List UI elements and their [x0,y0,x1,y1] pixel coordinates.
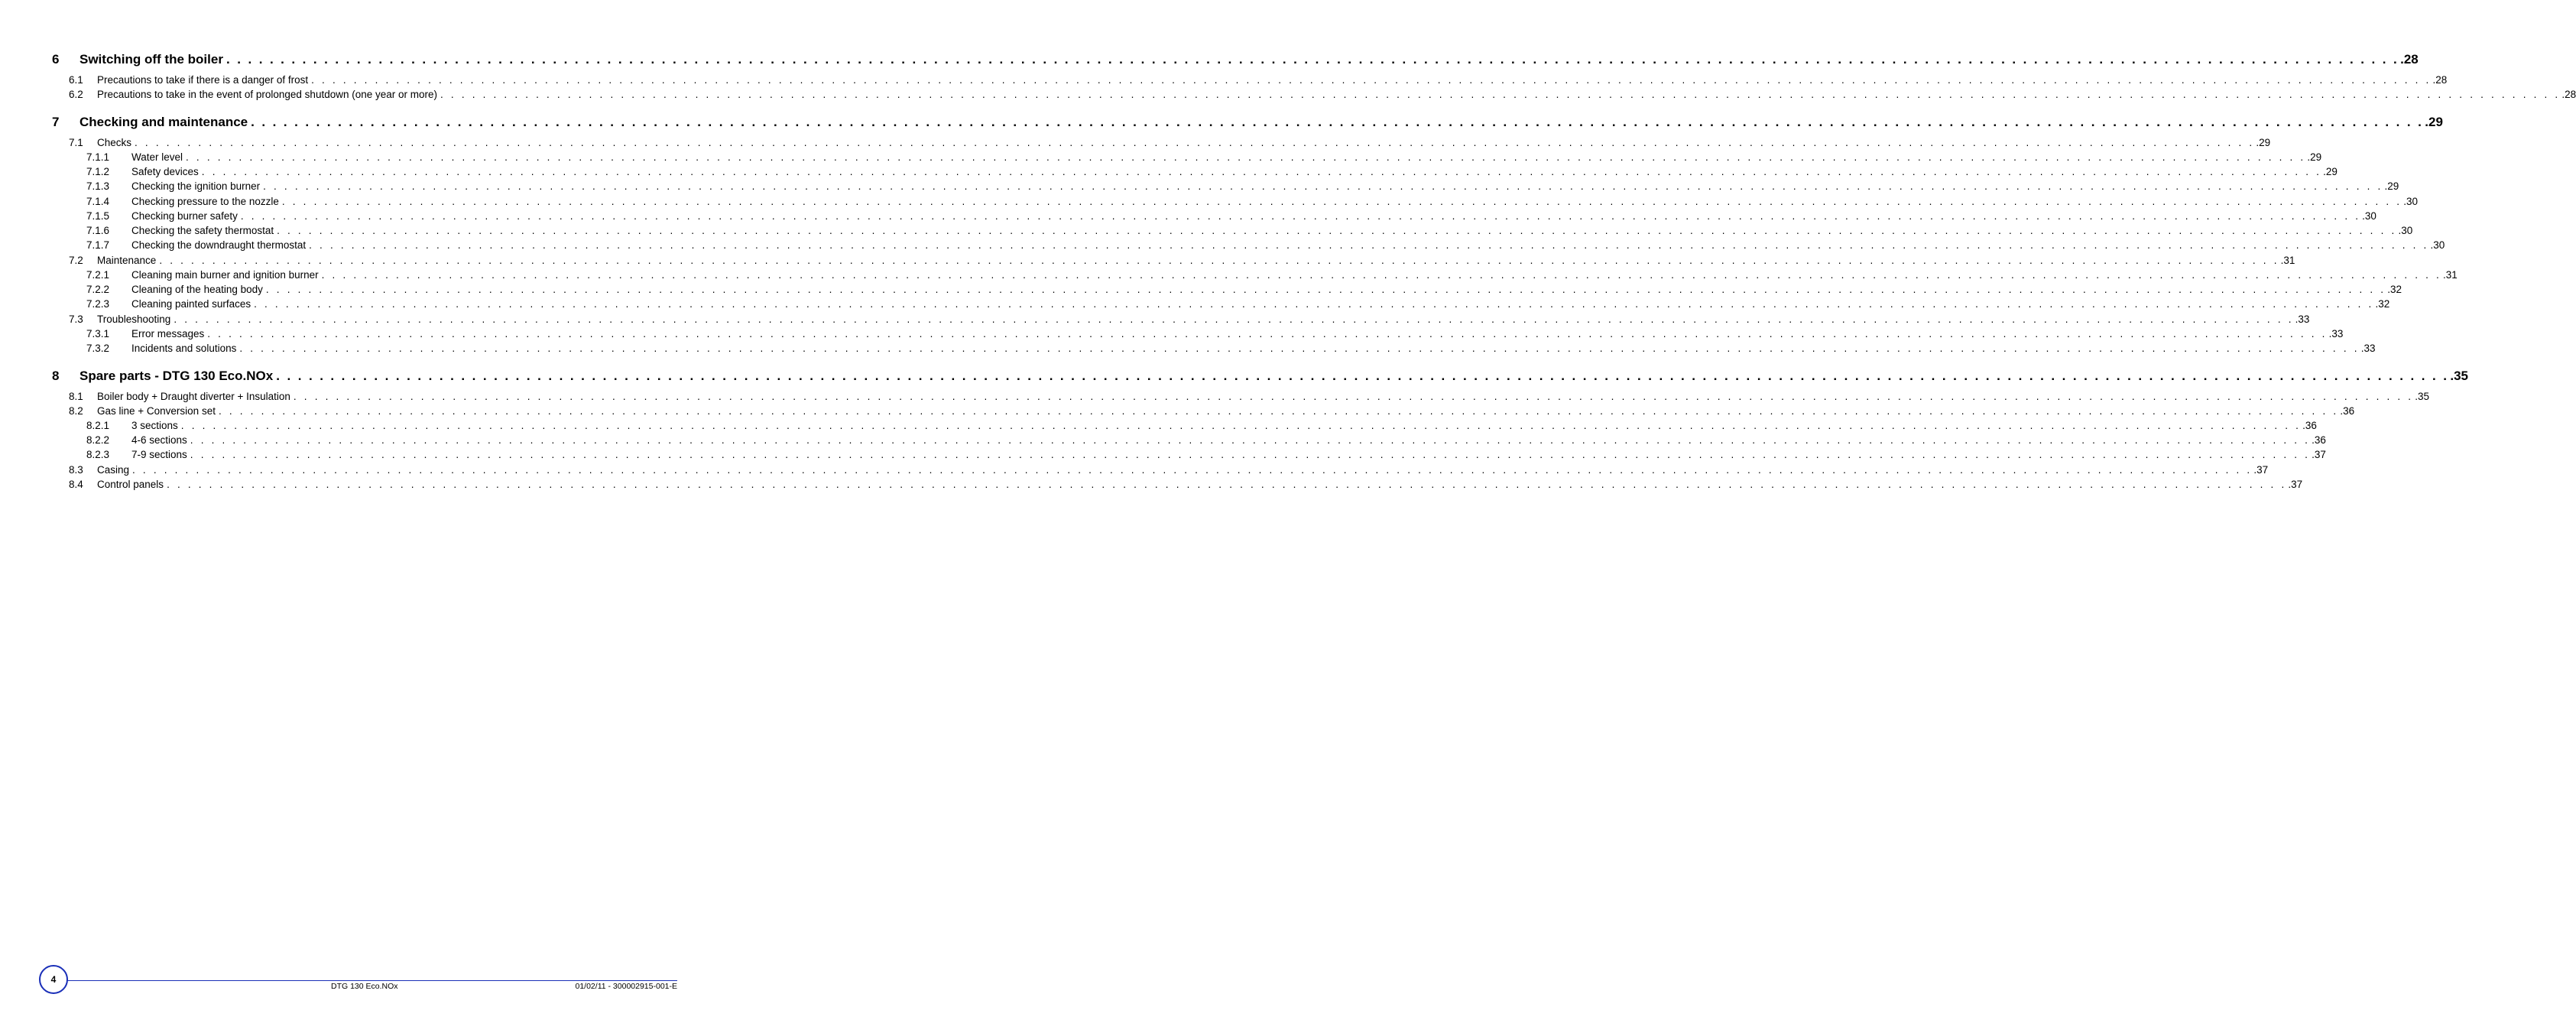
toc-entry-title: Checking the ignition burner [131,180,261,192]
toc-entry-level-3[interactable] [52,343,2376,356]
toc-entry-title: Safety devices [131,166,199,177]
toc-dot-leader: . . . . . . . . . . . . . . . . . . . . . . . . . . . . . . . . . . . . . . . . . . . . . . . . . . . . . . . . . . . . . . . . . . . . . . . . . . . . . . . . . . . . . . . . . . . . . . . . . . . . . . . . . . . . . . . . . . . . . . . . . . . . . . . . . . . . . . . . . . . . . . . . . . . . . . . . . . . . . . . . . . . . . . . . . . . . . . . . . . . . . . . . . . . . . . . . . . . . . . . . [239,343,2360,354]
toc-dot-leader: . . . . . . . . . . . . . . . . . . . . . . . . . . . . . . . . . . . . . . . . . . . . . . . . . . . . . . . . . . . . . . . . . . . . . . . . . . . . . . . . . . . . . . . . . . . . . . . . . . . . . . . . . . . . . . . . . . . . . . . . . . . . . . . . . . . . . . . . . . . . . . . . . . . . . . . . . . . . . . . . . . . . . . . . . . . . . . . . . . . . . . . . . . . . . . . . . . . . . . . . [281,196,2402,207]
toc-dot-leader: . . . . . . . . . . . . . . . . . . . . . . . . . . . . . . . . . . . . . . . . . . . . . . . . . . . . . . . . . . . . . . . . . . . . . . . . . . . . . . . . . . . . . . . . . . . . . . . . . . . . . . . . . . . . . . . . . . . . . . . . . . . . . . . . . . . . . . . . . . . . . . . . . . . . . . . . . . . . . . . . . . . . . . . . . . . . . . . . . . . . . . . . . . . . . . . . . . . . . . . . [135,137,2255,148]
toc-entry-title: Precautions to take if there is a danger of frost [97,74,309,86]
toc-dot-leader: . . . . . . . . . . . . . . . . . . . . . . . . . . . . . . . . . . . . . . . . . . . . . . . . . . . . . . . . . . . . . . . . . . . . . . . . . . . . . . . . . . . . . . . . . . . . . . . . . . . . . . . . . . . . . . . . . . . . . . . . . . . . . . . . . . . . . . . . . . . . . . . . . . . . . . . . . . . . . . . . . . . . . . . . . . . . . . . . . . . . . . . . . . . . . . . . . . . . . . . . [174,313,2294,325]
toc-entry-page: .30 [2362,210,2376,222]
toc-entry-number: 6.2 [69,89,83,100]
toc-entry-level-2[interactable] [52,255,2295,268]
toc-entry-number: 7.1.6 [86,225,110,236]
toc-entry-title: Error messages [131,328,205,339]
toc-entry-number: 8.4 [69,479,83,490]
toc-entry-level-3[interactable] [52,420,2317,434]
toc-entry-number: 7.1.1 [86,151,110,163]
toc-entry-title: Water level [131,151,183,163]
toc-entry-title: Switching off the boiler [79,52,223,67]
toc-entry-number: 7.2.2 [86,284,110,295]
toc-entry-title: 7-9 sections [131,449,187,460]
toc-dot-leader: . . . . . . . . . . . . . . . . . . . . . . . . . . . . . . . . . . . . . . . . . . . . . . . . . . . . . . . . . . . . . . . . . . . . . . . . . . . . . . . . . . . . . . . . . . . . . . . . . . . . . . . . . . . . . . . . . . . . . . . . . . . . . . . . . . . . . . . . . . . . . . . . . . . . . . . . . . . . . . . . . . . . . . . . . . . . . . . . . . . . . . . . . . . . . . . . . . . . . . . . [201,166,2322,177]
toc-entry-page: .29 [2323,166,2338,177]
footer-reference: 01/02/11 - 300002915-001-E [575,982,677,991]
toc-entry-number: 8.3 [69,464,83,476]
toc-entry-level-1[interactable] [52,369,2468,385]
toc-entry-page: .28 [2400,52,2419,67]
toc-entry-number: 8.2 [69,405,83,417]
toc-entry-level-2[interactable] [52,464,2269,478]
toc-entry-page: .30 [2430,239,2445,251]
toc-entry-page: .37 [2288,479,2303,490]
toc-entry-number: 7.1 [69,137,83,148]
toc-entry-page: .29 [2425,115,2443,129]
toc-entry-level-3[interactable] [52,196,2418,210]
toc-entry-title: Checking the downdraught thermostat [131,239,307,251]
toc-dot-leader: . . . . . . . . . . . . . . . . . . . . . . . . . . . . . . . . . . . . . . . . . . . . . . . . . . . . . . . . . . . . . . . . . . . . . . . . . . . . . . . . . . . . . . . . . . . . . . . . . . . . . . . . . . . . . . . . . . . . . . . . . . . . . . . . . . . . . . . . . . . . . . . . . . . . . . . . . . . . . . . . . . . . . . . . . . . . . . . . . . . . . . . . . . . . . . . . . . . . . . . . [440,89,2561,100]
toc-entry-number: 8.1 [69,391,83,402]
toc-dot-leader: . . . . . . . . . . . . . . . . . . . . . . . . . . . . . . . . . . . . . . . . . . . . . . . . . . . . . . . . . . . . . . . . . . . . . . . . . . . . . . . . . . . . . . . . . . . . . . . . . . . . . . . . . . . . . . . . . . . . . . . . . . . . . . . . . . . . . . . . . . . . . . . . . . . . . . . . . . . . . . . . . . . . . . . . . . . . . . . . . . . . . . . . . . . . . . . . . . . . . . . . [180,420,2302,431]
toc-entry-level-3[interactable] [52,210,2376,224]
toc-entry-number: 7.2 [69,255,83,266]
toc-entry-level-3[interactable] [52,434,2326,448]
toc-entry-level-2[interactable] [52,479,2303,492]
toc-entry-title: Incidents and solutions [131,343,237,354]
toc-dot-leader: . . . . . . . . . . . . . . . . . . . . . . . . . . . . . . . . . . . . . . . . . . . . . . . . . . . . . . . . . . . . . . . . . . . . . . . . . . . . . . . . . . . . . . . . . . . . . . . . . . . . . . . . . . . . . . . . . . . . . . . . . . . . . . . . . . . . . . . . . . . . . . . . . . . . . . . . . . . . . . . . . . . . . . . . . . . . . . . . . . . . . . . . . . . . . . . . . . . . . . . . [254,298,2374,310]
toc-entry-number: 7.3.1 [86,328,110,339]
toc-entry-number: 7.1.7 [86,239,110,251]
toc-entry-page: .36 [2340,405,2355,417]
toc-entry-page: .36 [2312,434,2326,446]
toc-entry-number: 8.2.2 [86,434,110,446]
page-number-badge: 4 [39,965,68,994]
toc-entry-level-3[interactable] [52,449,2326,463]
toc-entry-level-2[interactable] [52,313,2310,327]
toc-entry-level-1[interactable] [52,52,2419,69]
toc-entry-number: 7.3 [69,313,83,325]
toc-entry-title: Cleaning painted surfaces [131,298,251,310]
toc-dot-leader: . . . . . . . . . . . . . . . . . . . . . . . . . . . . . . . . . . . . . . . . . . . . . . . . . . . . . . . . . . . . . . . . . . . . . . . . . . . . . . . . . . . . . . . . . . . . . . . . . . . . . . . . . . . . . . . . . . . . . . . . . . . . . . . . . . . . . . . . . . . . . . . . . . . . . . . . . . . . . . . . . . . . . . . . . . . . . . . . . . . . . . . . . . . . . . . . . . . . . . . . [240,210,2361,222]
toc-entry-title: Gas line + Conversion set [97,405,216,417]
toc-entry-title: Boiler body + Draught diverter + Insulation [97,391,290,402]
toc-entry-page: .31 [2280,255,2295,266]
toc-entry-number: 7.1.2 [86,166,110,177]
toc-dot-leader: . . . . . . . . . . . . . . . . . . . . . . . . . . . . . . . . . . . . . . . . . . . . . . . . . . . . . . . . . . . . . . . . . . . . . . . . . . . . . . . . . . . . . . . . . . . . . . . . . . . . . . . . . . . . . . . . . . . . . . . . . . . . . . . . . . . . . . . . . . . . . . . . . . . . . . . . . . . . . . . . . . . . . . . . . . . . . . . . . . . . . . . . . . . . . . . . . . . . . . . . [311,74,2432,86]
toc-entry-number: 7.1.5 [86,210,110,222]
toc-entry-level-1[interactable] [52,115,2443,132]
toc-entry-level-2[interactable] [52,89,2576,102]
toc-dot-leader: . . . . . . . . . . . . . . . . . . . . . . . . . . . . . . . . . . . . . . . . . . . . . . . . . . . . . . . . . . . . . . . . . . . . . . . . . . . . . . . . . . . . . . . . . . . . . . . . . . . . . . . . . . . . . . . . . . . . . . . . . . . . . . . . . . . . . . . . . . . . . . . . . . . . . . . . . . . . . . . . . . . . . . . . . . . . . . . . . . . . . . . . . . . . . . . . . . . . . . . . [293,391,2414,402]
toc-entry-page: .30 [2403,196,2418,207]
toc-entry-number: 8.2.3 [86,449,110,460]
toc-entry-level-3[interactable] [52,180,2399,194]
toc-entry-number: 7.1.4 [86,196,110,207]
toc-entry-page: .30 [2398,225,2413,236]
toc-entry-title: Spare parts - DTG 130 Eco.NOx [79,369,274,383]
toc-entry-page: .35 [2450,369,2468,383]
toc-entry-title: Checking the safety thermostat [131,225,274,236]
toc-entry-page: .33 [2360,343,2376,354]
toc-entry-number: 7.1.3 [86,180,110,192]
toc-dot-leader: . . . . . . . . . . . . . . . . . . . . . . . . . . . . . . . . . . . . . . . . . . . . . . . . . . . . . . . . . . . . . . . . . . . . . . . . . . . . . . . . . . . . . . . . . . . . . . . . . . . . . . . . . . . . . . . . . . . . . . . . . . . . . . . . . . . . . . . . . . . . . . . . . . . . . . . . . . . . . . . . . . . . . . . . . . . . . . . . . . . . . . . . . . . . . . . . . . . . . . . . [207,328,2328,339]
toc-entry-level-3[interactable] [52,269,2458,283]
toc-entry-level-3[interactable] [52,298,2390,312]
toc-entry-title: Maintenance [97,255,157,266]
toc-entry-number: 6.1 [69,74,83,86]
toc-entry-title: Casing [97,464,130,476]
toc-entry-number: 8 [52,369,60,383]
toc-entry-page: .37 [2312,449,2326,460]
toc-entry-number: 8.2.1 [86,420,110,431]
toc-entry-level-3[interactable] [52,328,2344,342]
toc-entry-number: 7.3.2 [86,343,110,354]
toc-entry-page: .29 [2307,151,2322,163]
toc-entry-page: .32 [2375,298,2390,310]
toc-entry-level-3[interactable] [52,239,2445,253]
toc-entry-page: .31 [2443,269,2458,281]
toc-entry-level-2[interactable] [52,391,2430,404]
toc-dot-leader: . . . . . . . . . . . . . . . . . . . . . . . . . . . . . . . . . . . . . . . . . . . . . . . . . . . . . . . . . . . . . . . . . . . . . . . . . . . . . . . . . . . . . . . . . . . . . . . . . . . . . . . . . . . . . . . . . . . . . . . . . . . . . . . . . . . . . . . . . . . . . . . . . . . . . . . . . . . . . . . . . . . . . . . . . . . . . . . . . . . . . . . . . . . . . . . . . . . . . . . . [190,434,2311,446]
toc-entry-page: .29 [2256,137,2271,148]
toc-entry-page: .33 [2295,313,2310,325]
toc-dot-leader: . . . . . . . . . . . . . . . . . . . . . . . . . . . . . . . . . . . . . . . . . . . . . . . . . . . . . . . . . . . . . . . . . . . . . . . . . . . . . . . . . . . . . . . . . . . . . . . . . . . . . . . . . . . . . . . . . . . . . . . . . . . . . . . . . . . . . . . . . . . . . . . . . . . . . . . . . . . . . . . . . . . . . . . . . . . . . . . . . . . . . . . . . . . . . . . . . . . . . . . . [159,255,2279,266]
toc-entry-page: .28 [2432,74,2448,86]
toc-entry-number: 6 [52,52,60,67]
toc-entry-page: .33 [2328,328,2344,339]
toc-entry-title: Checking burner safety [131,210,238,222]
toc-entry-page: .29 [2384,180,2399,192]
toc-dot-leader: . . . . . . . . . . . . . . . . . . . . . . . . . . . . . . . . . . . . . . . . . . . . . . . . . . . . . . . . . . . . . . . . . . . . . . . . . . . . . . . . . . . . . . . . . . . . . . . . . . . . . . . . . . . . . . . . . . . . . . . . . . . . . . . . . . . . . . . . . . . . . . . . . . . . . . . . . . . . . . . . . . . . . . . . . . . . . . . . . . . . . . . . . . . . . . . . . . . . . . . . [190,449,2311,460]
toc-dot-leader: . . . . . . . . . . . . . . . . . . . . . . . . . . . . . . . . . . . . . . . . . . . . . . . . . . . . . . . . . . . . . . . . . . . . . . . . . . . . . . . . . . . . . . . . . . . . . . . . . . . . . . . . . . . . . . . . . . . . . . . . . . . . . . . . . . . . . . . . . . . . . . . . . . . . . . . . . . . . . . . . . . . . . . . . . . . . . . . . . . . . . . . . . . . . . . . . . . . . . . . . [225,52,2399,67]
toc-entry-title: 4-6 sections [131,434,187,446]
toc-entry-number: 7.2.3 [86,298,110,310]
toc-dot-leader: . . . . . . . . . . . . . . . . . . . . . . . . . . . . . . . . . . . . . . . . . . . . . . . . . . . . . . . . . . . . . . . . . . . . . . . . . . . . . . . . . . . . . . . . . . . . . . . . . . . . . . . . . . . . . . . . . . . . . . . . . . . . . . . . . . . . . . . . . . . . . . . . . . . . . . . . . . . . . . . . . . . . . . . . . . . . . . . . . . . . . . . . . . . . . . . . . . . . . . . . [265,284,2386,295]
toc-dot-leader: . . . . . . . . . . . . . . . . . . . . . . . . . . . . . . . . . . . . . . . . . . . . . . . . . . . . . . . . . . . . . . . . . . . . . . . . . . . . . . . . . . . . . . . . . . . . . . . . . . . . . . . . . . . . . . . . . . . . . . . . . . . . . . . . . . . . . . . . . . . . . . . . . . . . . . . . . . . . . . . . . . . . . . . . . . . . . . . . . . . . . . . . . . . . . . . . . . . . . . . . [167,479,2287,490]
toc-entry-title: Troubleshooting [97,313,171,325]
toc-dot-leader: . . . . . . . . . . . . . . . . . . . . . . . . . . . . . . . . . . . . . . . . . . . . . . . . . . . . . . . . . . . . . . . . . . . . . . . . . . . . . . . . . . . . . . . . . . . . . . . . . . . . . . . . . . . . . . . . . . . . . . . . . . . . . . . . . . . . . . . . . . . . . . . . . . . . . . . . . . . . . . . . . . . . . . . . . . . . . . . . . . . . . . . . . . . . . . . . . . . . . . . . [321,269,2441,281]
toc-entry-level-3[interactable] [52,151,2322,165]
toc-entry-page: .32 [2387,284,2402,295]
toc-entry-page: .37 [2253,464,2269,476]
toc-entry-level-2[interactable] [52,137,2271,151]
toc-entry-number: 7 [52,115,60,129]
toc-entry-level-2[interactable] [52,405,2355,419]
toc-dot-leader: . . . . . . . . . . . . . . . . . . . . . . . . . . . . . . . . . . . . . . . . . . . . . . . . . . . . . . . . . . . . . . . . . . . . . . . . . . . . . . . . . . . . . . . . . . . . . . . . . . . . . . . . . . . . . . . . . . . . . . . . . . . . . . . . . . . . . . . . . . . . . . . . . . . . . . . . . . . . . . . . . . . . . . . . . . . . . . . . . . . . . . . . . . . . . . . . . . . . . . . . [277,225,2397,236]
toc-entry-number: 7.2.1 [86,269,110,281]
footer-document-name: DTG 130 Eco.NOx [331,982,398,991]
toc-dot-leader: . . . . . . . . . . . . . . . . . . . . . . . . . . . . . . . . . . . . . . . . . . . . . . . . . . . . . . . . . . . . . . . . . . . . . . . . . . . . . . . . . . . . . . . . . . . . . . . . . . . . . . . . . . . . . . . . . . . . . . . . . . . . . . . . . . . . . . . . . . . . . . . . . . . . . . . . . . . . . . . . . . . . . . . . . . . . . . . . . . . . . . . . . . . . . . . . . . . . . . . . [309,239,2429,251]
toc-entry-level-3[interactable] [52,225,2413,239]
toc-dot-leader: . . . . . . . . . . . . . . . . . . . . . . . . . . . . . . . . . . . . . . . . . . . . . . . . . . . . . . . . . . . . . . . . . . . . . . . . . . . . . . . . . . . . . . . . . . . . . . . . . . . . . . . . . . . . . . . . . . . . . . . . . . . . . . . . . . . . . . . . . . . . . . . . . . . . . . . . . . . . . . . . . . . . . . . . . . . . . . . . . . . . . . . . . . . . . . . . . . . . . . . . [276,369,2449,383]
toc-entry-title: Precautions to take in the event of prolonged shutdown (one year or more) [97,89,438,100]
toc-entry-level-3[interactable] [52,166,2338,180]
toc-entry-title: Cleaning of the heating body [131,284,263,295]
toc-dot-leader: . . . . . . . . . . . . . . . . . . . . . . . . . . . . . . . . . . . . . . . . . . . . . . . . . . . . . . . . . . . . . . . . . . . . . . . . . . . . . . . . . . . . . . . . . . . . . . . . . . . . . . . . . . . . . . . . . . . . . . . . . . . . . . . . . . . . . . . . . . . . . . . . . . . . . . . . . . . . . . . . . . . . . . . . . . . . . . . . . . . . . . . . . . . . . . . . . . . . . . . . [186,151,2306,163]
toc-entry-page: .28 [2561,89,2576,100]
toc-dot-leader: . . . . . . . . . . . . . . . . . . . . . . . . . . . . . . . . . . . . . . . . . . . . . . . . . . . . . . . . . . . . . . . . . . . . . . . . . . . . . . . . . . . . . . . . . . . . . . . . . . . . . . . . . . . . . . . . . . . . . . . . . . . . . . . . . . . . . . . . . . . . . . . . . . . . . . . . . . . . . . . . . . . . . . . . . . . . . . . . . . . . . . . . . . . . . . . . . . . . . . . . [263,180,2383,192]
footer-rule [67,980,677,981]
toc-entry-title: 3 sections [131,420,178,431]
toc-entry-title: Checking pressure to the nozzle [131,196,279,207]
toc-entry-title: Cleaning main burner and ignition burner [131,269,319,281]
toc-dot-leader: . . . . . . . . . . . . . . . . . . . . . . . . . . . . . . . . . . . . . . . . . . . . . . . . . . . . . . . . . . . . . . . . . . . . . . . . . . . . . . . . . . . . . . . . . . . . . . . . . . . . . . . . . . . . . . . . . . . . . . . . . . . . . . . . . . . . . . . . . . . . . . . . . . . . . . . . . . . . . . . . . . . . . . . . . . . . . . . . . . . . . . . . . . . . . . . . . . . . . . . . [132,464,2253,476]
toc-entry-level-2[interactable] [52,74,2448,88]
toc-dot-leader: . . . . . . . . . . . . . . . . . . . . . . . . . . . . . . . . . . . . . . . . . . . . . . . . . . . . . . . . . . . . . . . . . . . . . . . . . . . . . . . . . . . . . . . . . . . . . . . . . . . . . . . . . . . . . . . . . . . . . . . . . . . . . . . . . . . . . . . . . . . . . . . . . . . . . . . . . . . . . . . . . . . . . . . . . . . . . . . . . . . . . . . . . . . . . . . . . . . . . . . . [218,405,2339,417]
toc-entry-page: .35 [2415,391,2430,402]
toc-entry-title: Checking and maintenance [79,115,248,129]
toc-dot-leader: . . . . . . . . . . . . . . . . . . . . . . . . . . . . . . . . . . . . . . . . . . . . . . . . . . . . . . . . . . . . . . . . . . . . . . . . . . . . . . . . . . . . . . . . . . . . . . . . . . . . . . . . . . . . . . . . . . . . . . . . . . . . . . . . . . . . . . . . . . . . . . . . . . . . . . . . . . . . . . . . . . . . . . . . . . . . . . . . . . . . . . . . . . . . . . . . . . . . . . . . [251,115,2424,129]
toc-entry-level-3[interactable] [52,284,2402,297]
toc-entry-title: Control panels [97,479,164,490]
toc-entry-title: Checks [97,137,132,148]
toc-entry-page: .36 [2302,420,2317,431]
